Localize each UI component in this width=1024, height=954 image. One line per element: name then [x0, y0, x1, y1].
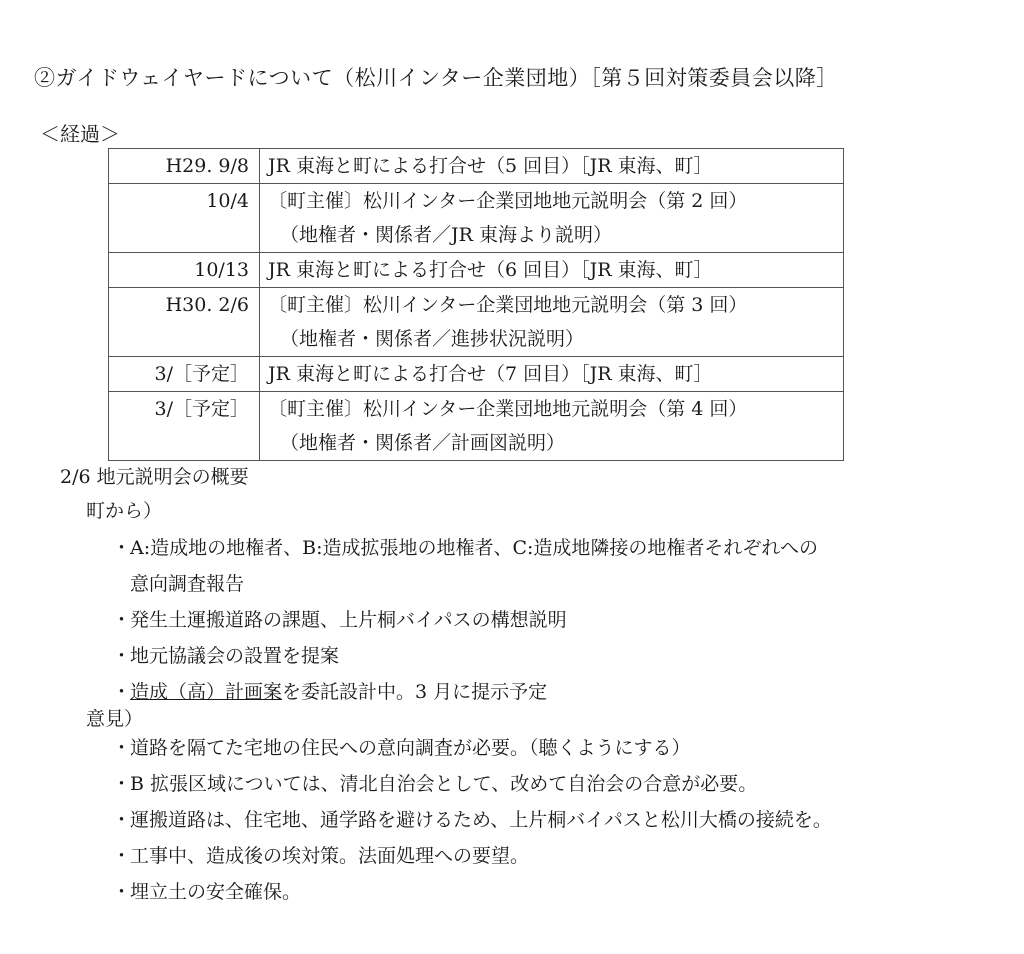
- list-item-text: 運搬道路は、住宅地、通学路を避けるため、上片桐バイパスと松川大橋の接続を。: [130, 809, 832, 831]
- history-date: 3/［予定］: [109, 357, 260, 392]
- list-item-text: を委託設計中。3 月に提示予定: [282, 681, 548, 703]
- history-event-line: 〔町主催〕松川インター企業団地地元説明会（第 2 回）: [268, 190, 748, 212]
- history-event-subline: （地権者・関係者／JR 東海より説明）: [280, 224, 612, 246]
- history-label: ＜経過＞: [40, 122, 120, 146]
- list-item: [112, 730, 832, 766]
- history-date: 10/13: [109, 253, 260, 288]
- list-item: [112, 530, 818, 602]
- history-date: H29. 9/8: [109, 149, 260, 184]
- list-item: [112, 674, 818, 710]
- history-event-line: JR 東海と町による打合せ（6 回目）［JR 東海、町］: [268, 259, 713, 281]
- history-event: [260, 288, 844, 357]
- history-event-line: 〔町主催〕松川インター企業団地地元説明会（第 4 回）: [268, 398, 748, 420]
- list-item: [112, 838, 832, 874]
- history-date: 10/4: [109, 184, 260, 253]
- opinion-list: [112, 730, 832, 910]
- list-item: [112, 766, 832, 802]
- summary-title: 2/6 地元説明会の概要: [60, 466, 249, 488]
- history-date: 3/［予定］: [109, 392, 260, 461]
- history-event: [260, 357, 844, 392]
- history-event: [260, 149, 844, 184]
- history-event: [260, 392, 844, 461]
- list-item-text: 地元協議会の設置を提案: [130, 645, 340, 667]
- history-event: [260, 184, 844, 253]
- list-item: [112, 874, 832, 910]
- table-row: [109, 288, 844, 357]
- list-item-text: 道路を隔てた宅地の住民への意向調査が必要。（聴くようにする）: [130, 737, 691, 759]
- underlined-term: 造成（高）計画案: [130, 681, 283, 703]
- list-item-text: 埋立土の安全確保。: [130, 881, 302, 903]
- history-date: H30. 2/6: [109, 288, 260, 357]
- table-row: [109, 184, 844, 253]
- table-row: [109, 253, 844, 288]
- history-event-subline: （地権者・関係者／進捗状況説明）: [280, 328, 585, 350]
- history-event-subline: （地権者・関係者／計画図説明）: [280, 432, 566, 454]
- list-item-text: 工事中、造成後の埃対策。法面処理への要望。: [130, 845, 530, 867]
- list-item: [112, 802, 832, 838]
- list-item: [112, 638, 818, 674]
- list-item: [112, 602, 818, 638]
- list-item-text: B 拡張区域については、清北自治会として、改めて自治会の合意が必要。: [130, 773, 758, 795]
- list-item-text: 発生土運搬道路の課題、上片桐バイパスの構想説明: [130, 609, 567, 631]
- history-event-line: 〔町主催〕松川インター企業団地地元説明会（第 3 回）: [268, 294, 748, 316]
- table-row: [109, 149, 844, 184]
- history-event-line: JR 東海と町による打合せ（7 回目）［JR 東海、町］: [268, 363, 713, 385]
- town-label: 町から）: [86, 500, 163, 522]
- table-row: [109, 392, 844, 461]
- history-event-line: JR 東海と町による打合せ（5 回目）［JR 東海、町］: [268, 155, 713, 177]
- opinion-label: 意見）: [86, 708, 144, 730]
- section-heading: ②ガイドウェイヤードについて（松川インター企業団地）［第５回対策委員会以降］: [34, 66, 838, 90]
- table-row: [109, 357, 844, 392]
- list-item-text: A:造成地の地権者、B:造成拡張地の地権者、C:造成地隣接の地権者それぞれへの: [130, 537, 819, 559]
- history-event: [260, 253, 844, 288]
- history-table: [108, 148, 844, 461]
- town-list: [112, 530, 818, 710]
- list-item-continuation: 意向調査報告: [130, 573, 245, 595]
